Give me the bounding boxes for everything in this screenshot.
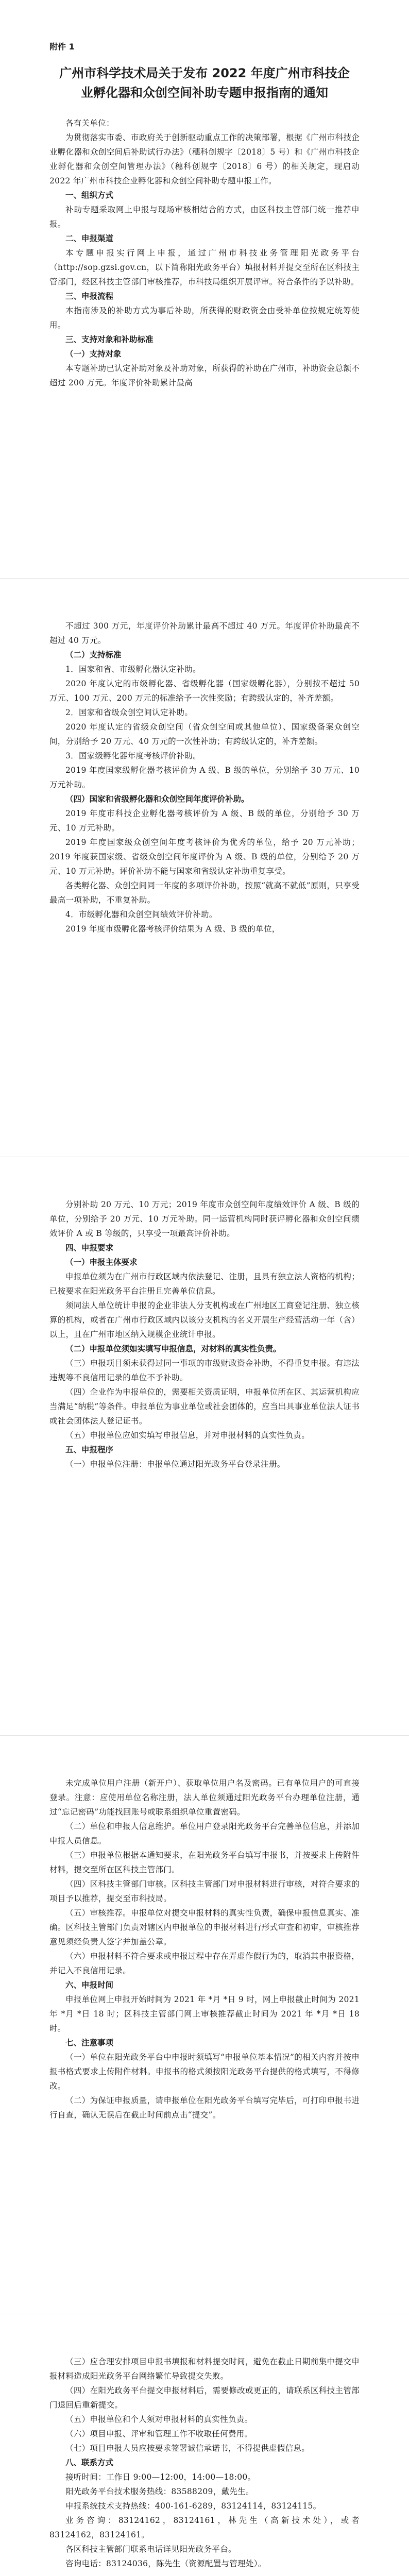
paragraph: 2019 年度国家级孵化器考核评价为 A 级、B 级的单位，分别给予 30 万元、10 万元补助。 xyxy=(49,766,360,789)
paragraph: 3．国家级孵化器年度考核评价补助。 xyxy=(65,751,201,760)
section-heading: 三、申报流程 xyxy=(65,292,114,301)
paragraph: （四）在阳光政务平台提交申报材料后，需要修改或更正的，请联系区科技主管部门退回后重新提交。 xyxy=(49,2386,360,2410)
paragraph: 本专题补助已认定补助对象及补助对象，所获得的补助在广州市，补助资金总额不超过 200 万元。年度评价补助累计最高 xyxy=(49,364,360,387)
paragraph: 2020 年度认定的市级孵化器、省级孵化器（国家级孵化器），分别按不超过 50 万元、100 万元、200 万元的标准给予一次性奖励；有跨级认定的，补齐差额。 xyxy=(49,679,360,703)
section-heading: （一）支持对象 xyxy=(65,349,122,359)
section-heading: 一、组织方式 xyxy=(65,191,114,200)
paragraph: 各类孵化器、众创空间同一年度的多项评价补助，按照“就高不就低”原则，只享受最高一项补助，不重复补助。 xyxy=(49,881,360,905)
paragraph: （一）申报单位注册：申报单位通过阳光政务平台登录注册。 xyxy=(65,1460,285,1469)
section-heading: 二、申报渠道 xyxy=(65,234,114,243)
paragraph: 为贯彻落实市委、市政府关于创新驱动重点工作的决策部署，根据《广州市科技企业孵化器和众创空间后补助试行办法》（穗科创规字〔2018〕5 号）和《广州市科技企业孵化器和众创空间管理办法》（穗科创规字〔2018〕6 号）的相关规定，现启动 2022 年广州市科技企业孵化器和众创空间补助专题申报工作。 xyxy=(49,133,360,185)
paragraph: 不超过 300 万元，年度评价补助累计最高不超过 40 万元。年度评价补助最高不超过 40 万元。 xyxy=(49,621,360,645)
page-3 xyxy=(0,1157,409,1736)
paragraph: （三）申报单位根据本通知要求，在阳光政务平台填写申报书，并按要求上传附件材料，提交至所在区科技主管部门。 xyxy=(49,1851,360,1874)
attachment-label: 附件 1 xyxy=(49,42,75,52)
page-body xyxy=(49,116,360,390)
section-heading: 五、申报程序 xyxy=(65,1445,114,1454)
paragraph: （四）区科技主管部门审核。区科技主管部门对申报材料进行审核，对符合要求的项目予以推荐，提交至市科技局。 xyxy=(49,1879,360,1903)
paragraph: （五）审核推荐。申报单位对提交申报材料的真实性负责，确保申报信息真实、准确。区科技主管部门负责对辖区内申报单位的申报材料进行形式审查和初审，审核推荐意见须经负责人签字并加盖公章。 xyxy=(49,1908,360,1946)
paragraph: （六）申报材料不符合要求或申报过程中存在弄虚作假行为的，取消其申报资格，并记入不良信用记录。 xyxy=(49,1952,360,1975)
section-heading: 七、注意事项 xyxy=(65,2038,114,2047)
page-body xyxy=(49,1776,360,2122)
paragraph: 本专题申报实行网上申报，通过广州市科技业务管理阳光政务平台（http://sop.gzsi.gov.cn，以下简称阳光政务平台）填报材料并提交至所在区科技主管部门，经区科技主管部门审核推荐，市科技局组织开展评审。符合条件的予以补助。 xyxy=(49,248,360,286)
paragraph: 2020 年度认定的省级众创空间（省众创空间或其他单位）、国家级备案众创空间，分别给予 20 万元、40 万元的一次性补助；有跨级认定的，补齐差额。 xyxy=(49,722,360,746)
section-heading: （四）国家和省级孵化器和众创空间年度评价补助。 xyxy=(65,794,249,804)
paragraph: 本指南涉及的补助方式为事后补助，所获得的财政资金由受补单位按规定统筹使用。 xyxy=(49,306,360,330)
document-title: 广州市科学技术局关于发布 2022 年度广州市科技企业孵化器和众创空间补助专题申报指南的通知 xyxy=(59,66,350,100)
paragraph: 申报单位网上申报开始时间为 2021 年 *月 *日 9 时，网上申报截止时间为 2021 年 *月 *日 18 时；区科技主管部门网上审核推荐截止时间为 2021 年 *月 *日 18 时。 xyxy=(49,1995,360,2033)
paragraph: 申报单位须为在广州市行政区域内依法登记、注册，且具有独立法人资格的机构；已按要求在阳光政务平台注册且完善单位信息。 xyxy=(49,1272,360,1296)
paragraph: （二）单位和申报人信息维护。单位用户登录阳光政务平台完善单位信息，并添加申报人员信息。 xyxy=(49,1822,360,1845)
paragraph: （六）项目申报、评审和管理工作不收取任何费用。 xyxy=(65,2429,253,2438)
page-body xyxy=(49,619,360,936)
page-1 xyxy=(0,0,409,579)
paragraph: （五）申报单位应如实填写申报信息，并对申报材料的真实性负责。 xyxy=(65,1431,310,1440)
page-2 xyxy=(0,579,409,1157)
paragraph: 接听时间：工作日 9:00—12:00，14:00—18:00。 xyxy=(65,2472,256,2482)
paragraph: （三）应合理安排项目申报书填报和材料提交时间，避免在截止日期前集中提交申报材料造成阳光政务平台网络繁忙导致提交失败。 xyxy=(49,2357,360,2381)
paragraph: 业务咨询：83124162，83124161，林先生（高新技术处），或者 83124162，83124161。 xyxy=(49,2516,360,2539)
page-5 xyxy=(0,2314,409,2576)
section-heading: 六、申报时间 xyxy=(65,1980,114,1990)
paragraph: （四）企业作为申报单位的，需要相关资质证明，申报单位所在区、其运营机构应当满足“纳税”等条件。申报单位为事业单位或社会团体的，应当出具事业单位法人证书或社会团体法人登记证书。 xyxy=(49,1387,360,1426)
page-body xyxy=(49,2354,360,2571)
paragraph: （二）为保证申报质量，请申报单位在阳光政务平台填写完毕后，可打印申报书进行自查，确认无误后在截止时间前点击“提交”。 xyxy=(49,2096,360,2120)
paragraph: （一）单位在阳光政务平台中申报时须填写“申报单位基本情况”的相关内容并按申报书格式要求上传附件材料。申报书的格式须按阳光政务平台提供的格式填写，不得修改。 xyxy=(49,2053,360,2091)
section-heading: （一）申报主体要求 xyxy=(65,1257,138,1267)
section-heading: （二）申报单位须如实填写申报信息，对材料的真实性负责。 xyxy=(65,1344,281,1353)
paragraph: 补助专题采取网上申报与现场审核相结合的方式，由区科技主管部门统一推荐申报。 xyxy=(49,205,360,229)
paragraph: （五）申报单位和个人须对申报材料的真实性负责。 xyxy=(65,2415,253,2424)
section-heading: （二）支持标准 xyxy=(65,650,122,659)
paragraph: （七）项目申报人员应按要求签署诚信承诺书，不得提供虚假信息。 xyxy=(65,2444,310,2453)
paragraph: 2．国家和省级众创空间认定补助。 xyxy=(65,708,193,717)
paragraph: 2019 年度市级孵化器考核评价结果为 A 级、B 级的单位， xyxy=(65,924,280,934)
paragraph: 各有关单位： xyxy=(65,118,114,128)
paragraph: 1．国家和省、市级孵化器认定补助。 xyxy=(65,665,201,674)
section-heading: 八、联系方式 xyxy=(65,2458,114,2467)
paragraph: 须同法人单位统计申报的企业非法人分支机构或在广州地区工商登记注册、独立核算的机构，或者在广州市行政区域内以该分支机构的名义开展生产经营活动一年（含）以上，且在广州市地区纳入规模企业统计申报。 xyxy=(49,1301,360,1339)
paragraph: 咨询电话：83124036，陈先生（资源配置与管理处）。 xyxy=(65,2559,266,2568)
paragraph: 2019 年度国家级众创空间年度考核评价为优秀的单位，给予 20 万元补助；2019 年度获国家级、省级众创空间年度评价为 A 级、B 级的单位，分别给予 20 万元、10 万元补助。评价补助不能与国家和省级认定补助重复享受。 xyxy=(49,838,360,876)
section-heading: 四、申报要求 xyxy=(65,1243,114,1252)
paragraph: 未完成单位用户注册（新开户）、获取单位用户名及密码。已有单位用户的可直接登录。注意：应使用单位名称注册，法人单位须通过阳光政务平台办理单位注册，通过“忘记密码”功能找回账号或联系组织单位重置密码。 xyxy=(49,1778,360,1817)
paragraph: （三）申报项目须未获得过同一事项的市级财政资金补助，不得重复申报。有违法违规等不良信用记录的单位不予补助。 xyxy=(49,1359,360,1382)
page-4 xyxy=(0,1736,409,2314)
section-heading: 三、支持对象和补助标准 xyxy=(65,335,154,344)
page-body xyxy=(49,1197,360,1471)
paragraph: 4．市级孵化器和众创空间绩效评价补助。 xyxy=(65,910,217,919)
paragraph: 各区科技主管部门联系电话详见阳光政务平台。 xyxy=(65,2545,236,2554)
paragraph: 2019 年度市科技企业孵化器考核评价为 A 级、B 级的单位，分别给予 30 万元、10 万元补助。 xyxy=(49,809,360,833)
paragraph: 阳光政务平台技术服务热线：83588209，戴先生。 xyxy=(65,2487,254,2496)
paragraph: 分别补助 20 万元、10 万元；2019 年度市众创空间年度绩效评价 A 级、B 级的单位，分别给予 20 万元、10 万元补助。同一运营机构同时获评孵化器和众创空间绩效评价 A 或 B 等级的，只享受一项最高评价补助。 xyxy=(49,1200,360,1238)
paragraph: 申报系统技术支持热线：400-161-6289，83124114，83124115。 xyxy=(65,2501,321,2511)
